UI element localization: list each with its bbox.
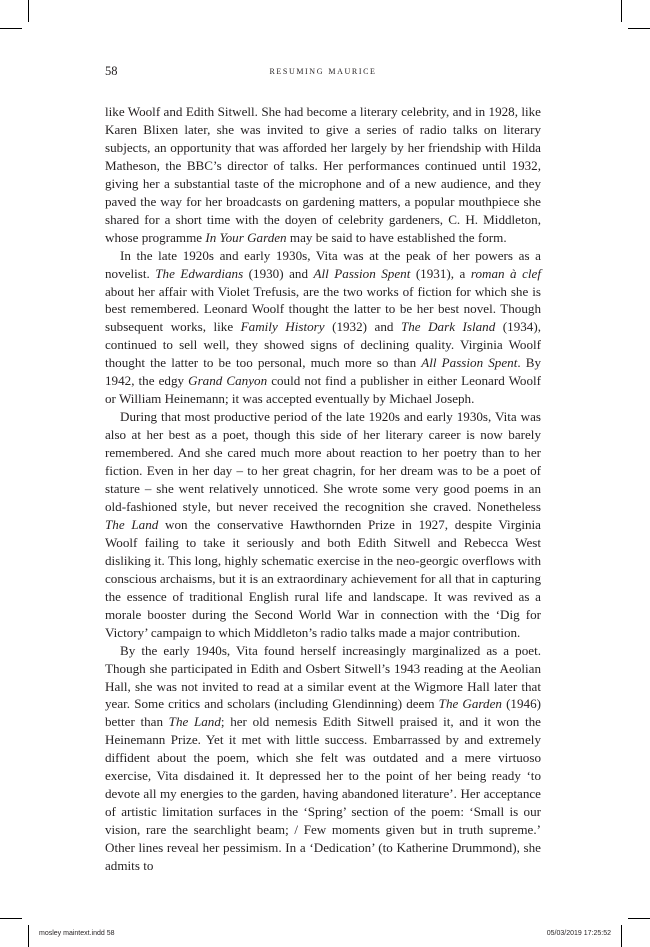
page-header bbox=[105, 64, 541, 80]
book-title: The Garden bbox=[438, 696, 502, 712]
italic-phrase: roman à clef bbox=[470, 265, 541, 281]
crop-mark bbox=[621, 925, 622, 947]
crop-mark bbox=[628, 28, 650, 29]
book-title: The Dark Island bbox=[400, 319, 496, 335]
paragraph-2: In the late 1920s and early 1930s, Vita was at the peak of her powers as a novelist. The Edwardians (1930) and All Passion Spent (1931), a roman à clef about her affair with Violet Trefusis, are the two works of fiction for which she is best remembered. Leonard Woolf thought the latter to be her best novel. Though subsequent works, like Family History (1932) and The Dark Island (1934), continued to sell well, they showed signs of declining quality. Virginia Woolf thought the latter to be too personal, much more so than All Passion Spent. By 1942, the edgy Grand Canyon could not find a publisher in either Leonard Woolf or William Heinemann; it was accepted eventually by Michael Joseph. bbox=[105, 247, 541, 407]
book-title: Grand Canyon bbox=[188, 373, 268, 389]
book-title: The Edwardians bbox=[155, 265, 244, 281]
book-title: The Land bbox=[168, 714, 221, 730]
book-title: All Passion Spent bbox=[421, 355, 518, 371]
paragraph-4: By the early 1940s, Vita found herself increasingly marginalized as a poet. Though she participated in Edith and Osbert Sitwell’s 1943 reading at the Aeolian Hall, she was not invited to read at a similar event at the Wigmore Hall later that year. Some critics and scholars (including Glendinning) deem The Garden (1946) better than The Land; her old nemesis Edith Sitwell praised it, and it won the Heinemann Prize. Yet it met with little success. Embarrassed by and extremely diffident about the poem, which she felt was outdated and a mere virtuoso exercise, Vita disdained it. It depressed her to the point of her being ready ‘to devote all my energies to the garden, having abandoned literature’. Her acceptance of artistic limitation surfaces in the ‘Spring’ section of the poem: ‘Small is our vision, rare the searchlight beam; / Few moments given but in truth supreme.’ Other lines reveal her pessimism. In a ‘Dedication’ (to Katherine Drummond), she admits to bbox=[105, 642, 541, 874]
page-number: 58 bbox=[105, 64, 118, 78]
crop-mark bbox=[28, 925, 29, 947]
crop-mark bbox=[0, 28, 22, 29]
book-title: All Passion Spent bbox=[313, 265, 411, 281]
book-title: Family History bbox=[240, 319, 325, 335]
crop-mark bbox=[621, 0, 622, 22]
paragraph-3: During that most productive period of the late 1920s and early 1930s, Vita was also at her best as a poet, though this side of her literary career is now barely remembered. And she cared much more about reaction to her poetry than to her fiction. Even in her day – to her great chagrin, for her dream was to be a poet of stature – she went relatively unnoticed. She wrote some very good poems in an old-fashioned style, but never received the recognition she craved. Nonetheless The Land won the conservative Hawthornden Prize in 1927, despite Virginia Woolf failing to take it seriously and both Edith Sitwell and Rebecca West disliking it. This long, highly schematic exercise in the neo-georgic overflows with conscious archaisms, but it is an extraordinary achievement for all that in capturing the essence of traditional English rural life and landscape. It was revived as a morale booster during the Second World War in connection with the ‘Dig for Victory’ campaign to which Middleton’s radio talks made a major contribution. bbox=[105, 409, 541, 640]
slug-filename: mosley maintext.indd 58 bbox=[39, 930, 115, 937]
book-title: In Your Garden bbox=[205, 229, 287, 245]
crop-mark bbox=[28, 0, 29, 22]
body-text bbox=[105, 103, 541, 875]
paragraph-1: like Woolf and Edith Sitwell. She had become a literary celebrity, and in 1928, like Karen Blixen later, she was invited to give a series of radio talks on literary subjects, an opportunity that was afforded her largely by her friendship with Hilda Matheson, the BBC’s director of talks. Her performances continued until 1932, giving her a substantial taste of the microphone and of a new audience, and they paved the way for her broadcasts on gardening matters, a popular mouthpiece she shared for a short time with the doyen of celebrity gardeners, C. H. Middleton, whose programme In Your Garden may be said to have established the form. bbox=[105, 104, 541, 245]
slug-timestamp: 05/03/2019 17:25:52 bbox=[546, 930, 611, 937]
crop-mark bbox=[0, 918, 22, 919]
running-head: resuming maurice bbox=[269, 65, 377, 77]
book-title: The Land bbox=[105, 516, 159, 532]
crop-mark bbox=[628, 918, 650, 919]
